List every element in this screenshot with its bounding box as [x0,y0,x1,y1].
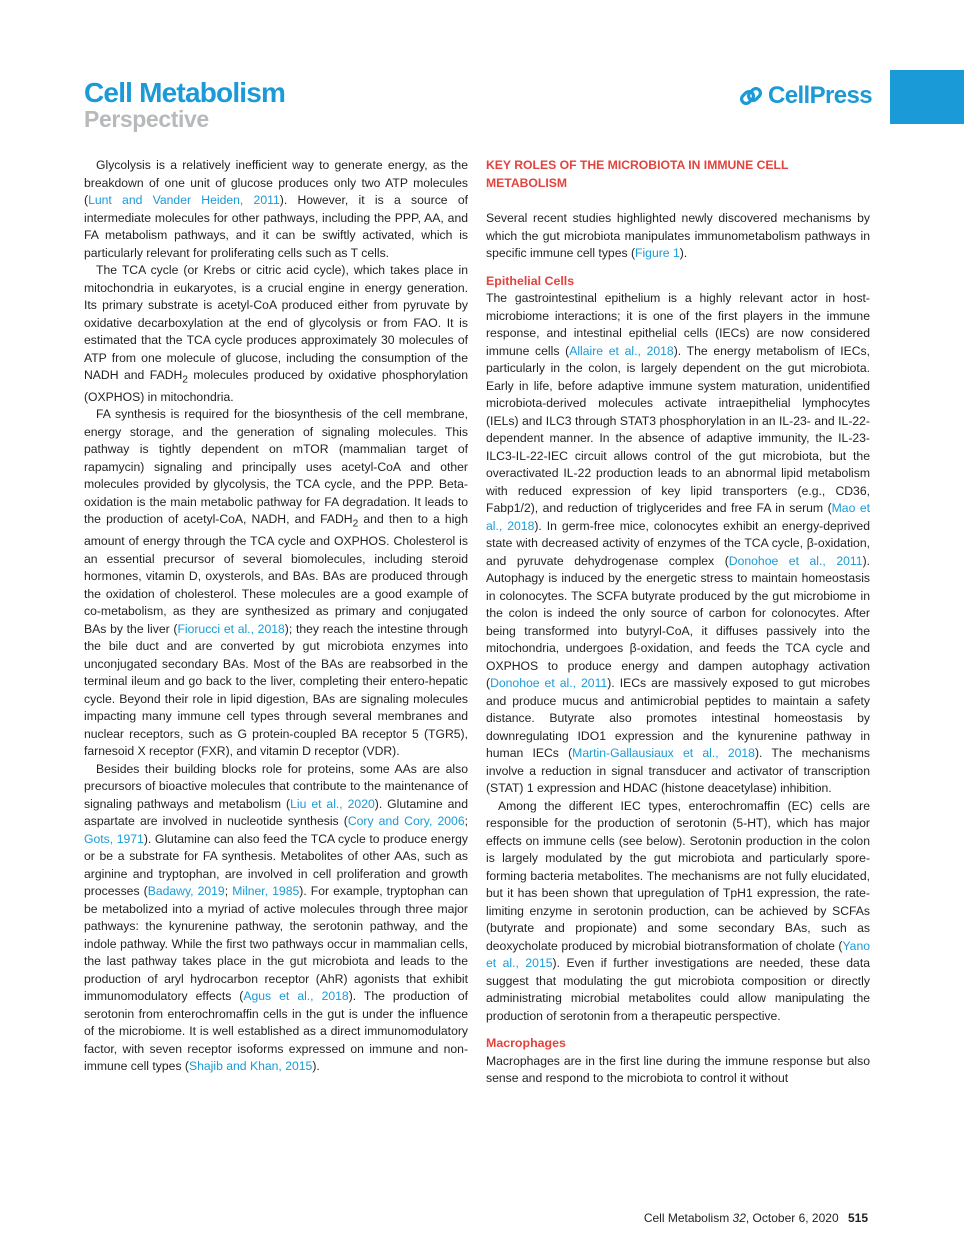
paragraph-epithelium: The gastrointestinal epithelium is a highly relevant actor in host-microbiome interactions; it is one of the first players in the immune response, and intestinal epithelial cells (IECs) are now considered immune cells (Allaire et al., 2018). The energy metabolism of IECs, particularly in the colon, is largely dependent on the gut microbiota. Early in life, before adaptive immune system maturation, unidentified microbiota-derived molecules activate intraepithelial lymphocytes (IELs) and ILC3 through STAT3 phosphorylation in an IL-23- and IL-22-dependent manner. In the absence of adaptive immunity, the IL-23-ILC3-IL-22-IEC circuit allows control of the gut microbiota, but the overactivated IL-22 production leads to an abnormal lipid metabolism with reduced expression of key lipid transporters (e.g., CD36, Fabp1/2), and reduction of triglycerides and free FA in serum (Mao et al., 2018). In germ-free mice, colonocytes exhibit an energy-deprived state with decreased activity of enzymes of the TCA cycle, β-oxidation, and pyruvate dehydrogenase complex (Donohoe et al., 2011). Autophagy is induced by the energetic stress to maintain homeostasis in colonocytes. The SCFA butyrate produced by the gut microbiome in the colon is indeed the only source of carbon for colonocytes. After being transformed into butyryl-CoA, it diffuses passively into the mitochondria, undergoes β-oxidation, and feeds the TCA cycle and OXPHOS to produce energy and dampen autophagy activation (Donohoe et al., 2011). IECs are massively exposed to gut microbes and produce mucus and antimicrobial peptides to maintain a safety distance. Butyrate also promotes intestinal homeostasis by downregulating IDO1 expression and the kynurenine pathway in human IECs (Martin-Gallausiaux et al., 2018). The mechanisms involve a reduction in signal transducer and activator of transcription (STAT) 1 expression and HDAC (histone deacetylase) inhibition. [486,291,871,795]
footer-date: , October 6, 2020 [745,1211,839,1225]
citation-link[interactable]: Liu et al., 2020 [290,796,375,811]
citation-link[interactable]: Fiorucci et al., 2018 [177,621,285,636]
publisher-logo [738,82,872,110]
citation-link[interactable]: Shajib and Khan, 2015 [188,1059,313,1074]
footer-journal: Cell Metabolism [643,1211,730,1225]
page-number: 515 [847,1211,868,1225]
page-footer [644,1211,868,1225]
citation-link[interactable]: Donohoe et al., 2011 [490,676,608,690]
citation-link[interactable]: Lunt and Vander Heiden, 2011 [88,193,280,207]
publisher-name: CellPress [768,82,873,109]
citation-link[interactable]: Mao et al., 2018 [486,501,870,533]
section-heading: KEY ROLES OF THE MICROBIOTA IN IMMUNE CELL METABOLISM [486,158,789,190]
paragraph-enterochromaffin: Among the different IEC types, enterochromaffin (EC) cells are responsible for the production of serotonin (5-HT), which has major effects on immune cells (see below). Serotonin production in the colon is largely modulated by the gut microbiota and particularly spore-forming bacteria metabolites. The mechanisms are not fully elucidated, but it has been shown that upregulation of TpH1 expression, the rate-limiting enzyme in serotonin production, can be achieved by SCFAs (butyrate and propionate) and some secondary BAs, such as deoxycholate produced by microbial biotransformation of cholate (Yano et al., 2015). Even if further investigations are needed, these data suggest that modulating the gut microbiota composition or directly administrating microbial metabolites could allow manipulating the production of serotonin from a therapeutic perspective. [486,798,870,1023]
paragraph-fa-synthesis: FA synthesis is required for the biosynthesis of the cell membrane, energy storage, and the generation of signaling molecules. This pathway is tightly dependent on mTOR (mammalian target of rapamycin) signaling and principally uses acetyl-CoA and other molecules provided by glycolysis, the TCA cycle, and the PPP. Beta-oxidation is the main metabolic pathway for FA degradation. It leads to the production of acetyl-CoA, NADH, and $FADH_2$ and then to a high amount of energy through the TCA cycle and OXPHOS. Cholesterol is an essential precursor of several biomolecules, including steroid hormones, vitamin D, oxysterols, and BAs. BAs are produced through the oxidation of cholesterol. These molecules are a good example of co-metabolism, as they are synthesized as primary and conjugated BAs by the liver (Fiorucci et al., 2018); they reach the intestine through the bile duct and are converted by gut microbiota enzymes into unconjugated secondary BAs. Most of the BAs are reabsorbed in the terminal ileum and go back to the liver, completing their entero-hepatic cycle. Beyond their role in lipid digestion, BAs are signaling molecules impacting many immune cell types through several membranes and nuclear receptors, such as G protein-coupled BA receptor 5 (TGR5), farnesoid X receptor (FXR), and vitamin D receptor (VDR). [84,407,468,759]
cellpress-logo-icon [738,83,764,109]
corner-color-tab [890,70,964,124]
article-type: Perspective [84,106,209,132]
subheading-epithelial-cells: Epithelial Cells [486,273,575,288]
journal-title: Cell Metabolism [84,77,286,108]
left-column [84,157,468,1076]
citation-link[interactable]: Yano et al., 2015 [486,938,870,970]
paragraph-tca-cycle: The TCA cycle (or Krebs or citric acid cycle), which takes place in mitochondria in eukaryotes, is a crucial engine in energy generation. Its primary substrate is acetyl-CoA produced either from pyruvate by oxidative decarboxylation at the end of glycolysis or from FAO. It is estimated that the TCA cycle produces approximately 30 molecules of ATP from one molecule of glucose, including the consumption of the NADH and $FADH_2$ molecules produced by oxidative phosphorylation (OXPHOS) in mitochondria. [84,263,468,404]
paragraph-intro: Several recent studies highlighted newly discovered mechanisms by which the gut microbiota manipulates immunometabolism pathways in specific immune cell types (Figure 1). [486,211,870,260]
right-column [486,157,870,1088]
paragraph-glycolysis: Glycolysis is a relatively inefficient way to generate energy, as the breakdown of one unit of glucose produces only two ATP molecules (Lunt and Vander Heiden, 2011). However, it is a source of intermediate molecules for other pathways, including the PPP, AA, and FA metabolism pathways, and it can be swiftly activated, which is particularly relevant for proliferating cells such as T cells. [84,158,468,260]
citation-link[interactable]: Agus et al., 2018 [243,989,349,1004]
subheading-macrophages: Macrophages [486,1036,566,1050]
footer-volume: 32 [732,1211,746,1225]
figure-link[interactable]: Figure 1 [635,246,680,260]
citation-link[interactable]: Gots, 1971 [84,831,144,846]
citation-link[interactable]: Cory and Cory, 2006 [347,814,465,829]
citation-link[interactable]: Donohoe et al., 2011 [728,553,863,568]
citation-link[interactable]: Allaire et al., 2018 [569,343,674,358]
citation-link[interactable]: Badawy, 2019 [147,884,225,899]
paragraph-amino-acids: Besides their building blocks role for proteins, some AAs are also precursors of bioactive molecules that contribute to the maintenance of signaling pathways and metabolism (Liu et al., 2020). Glutamine and aspartate are involved in nucleotide synthesis (Cory and Cory, 2006; Gots, 1971). Glutamine can also feed the TCA cycle to produce energy or be a substrate for FA synthesis. Metabolites of other AAs, such as arginine and tryptophan, are involved in cell proliferation and growth processes (Badawy, 2019; Milner, 1985). For example, tryptophan can be metabolized into a myriad of active molecules through three major pathways: the kynurenine pathway, the serotonin pathway, and the indole pathway. While the first two pathways occur in mammalian cells, the last pathway takes place in the gut microbiota and leads to the production of aryl hydrocarbon receptor (AhR) agonists that exhibit immunomodulatory effects (Agus et al., 2018). The production of serotonin from enterochromaffin cells in the gut is under the influence of the microbiome. It is well established as a direct immunomodulatory factor, with seven receptor isoforms expressed on immune and non-immune cell types (Shajib and Khan, 2015). [84,761,469,1074]
section-spacer [486,192,870,210]
paragraph-macrophages: Macrophages are in the first line during the immune response but also sense and respond to the microbiota to control it without [486,1053,870,1085]
citation-link[interactable]: Martin-Gallausiaux et al., 2018 [572,746,755,760]
citation-link[interactable]: Milner, 1985 [232,884,300,899]
